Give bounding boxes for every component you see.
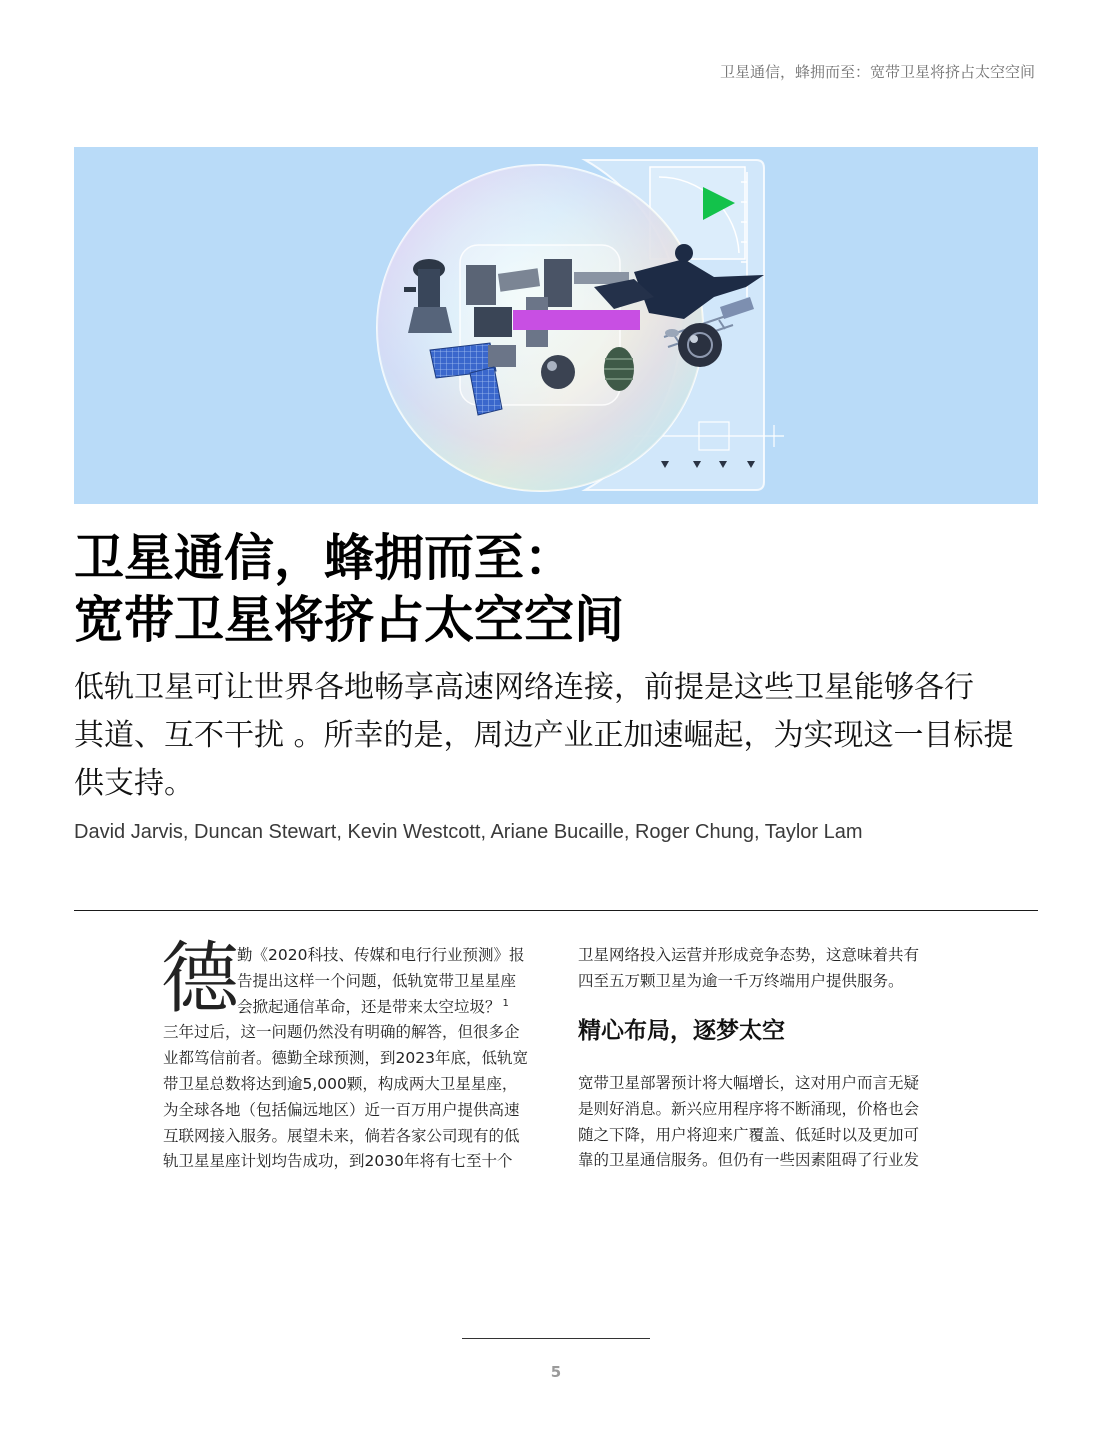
body-line: 卫星网络投入运营并形成竞争态势，这意味着共有 <box>578 946 920 964</box>
body-line: 带卫星总数将达到逾5,000颗，构成两大卫星星座， <box>163 1074 518 1093</box>
body-line: 业都笃信前者。德勤全球预测，到2023年底，低轨宽 <box>163 1049 528 1068</box>
body-line: 随之下降，用户将迎来广覆盖、低延时以及更加可 <box>578 1125 920 1144</box>
body-column-left <box>163 943 538 1175</box>
body-line: 宽带卫星部署预计将大幅增长，这对用户而言无疑 <box>578 1074 920 1092</box>
page-number: 5 <box>550 1363 562 1381</box>
station-module <box>466 265 496 305</box>
body-line-text: 会掀起通信革命，还是带来太空垃圾？ <box>237 997 501 1016</box>
body-line: 四至五万颗卫星为逾一千万终端用户提供服务。 <box>578 971 904 990</box>
running-header-title: 卫星通信，蜂拥而至：宽带卫星将挤占太空空间 <box>719 63 1035 81</box>
subtitle-line: 低轨卫星可让世界各地畅享高速网络连接，前提是这些卫星能够各行 <box>74 670 974 705</box>
body-line: 是则好消息。新兴应用程序将不断涌现，价格也会 <box>578 1099 920 1118</box>
body-line: 为全球各地（包括偏远地区）近一百万用户提供高速 <box>163 1100 520 1119</box>
magenta-beam <box>513 310 640 330</box>
station-module <box>474 307 512 337</box>
antenna-dish <box>665 329 679 337</box>
round-capsule <box>678 323 722 367</box>
hero-image <box>74 147 1038 504</box>
footer-divider <box>462 1338 650 1339</box>
footnote-reference[interactable]: 1 <box>502 997 509 1009</box>
subtitle-line: 供支持。 <box>74 766 194 801</box>
barrel-module <box>604 347 634 391</box>
section-divider <box>74 910 1038 911</box>
satellite-body <box>488 345 516 367</box>
spherical-probe <box>541 355 575 389</box>
body-line: 告提出这样一个问题，低轨宽带卫星星座 <box>237 971 517 990</box>
subtitle <box>74 664 1014 808</box>
body-line: 互联网接入服务。展望未来，倘若各家公司现有的低 <box>163 1126 520 1145</box>
drop-cap: 德 <box>161 934 240 1024</box>
title-line: 宽带卫星将挤占太空空间 <box>74 591 624 649</box>
body-line: 三年过后，这一问题仍然没有明确的解答，但很多企 <box>163 1023 520 1042</box>
title-line: 卫星通信，蜂拥而至： <box>74 529 574 587</box>
spacecraft-head <box>675 244 693 262</box>
author-list: David Jarvis, Duncan Stewart, Kevin Westcott, Ariane Bucaille, Roger Chung, Taylor Lam <box>74 821 863 843</box>
subtitle-line: 其道、互不干扰 。所幸的是，周边产业正加速崛起，为实现这一目标提 <box>74 718 1014 753</box>
body-column-right-bottom <box>578 1071 958 1174</box>
body-line: 靠的卫星通信服务。但仍有一些因素阻碍了行业发 <box>578 1151 920 1170</box>
hero-illustration <box>74 147 1038 504</box>
body-line <box>163 995 538 1021</box>
section-heading: 精心布局，逐梦太空 <box>578 1018 785 1044</box>
page-title <box>74 527 624 651</box>
body-line: 勤《2020科技、传媒和电行行业预测》报 <box>237 946 525 964</box>
body-line: 轨卫星星座计划均告成功，到2030年将有七至十个 <box>163 1152 513 1171</box>
body-column-right-top <box>578 943 958 995</box>
station-module <box>544 259 572 307</box>
